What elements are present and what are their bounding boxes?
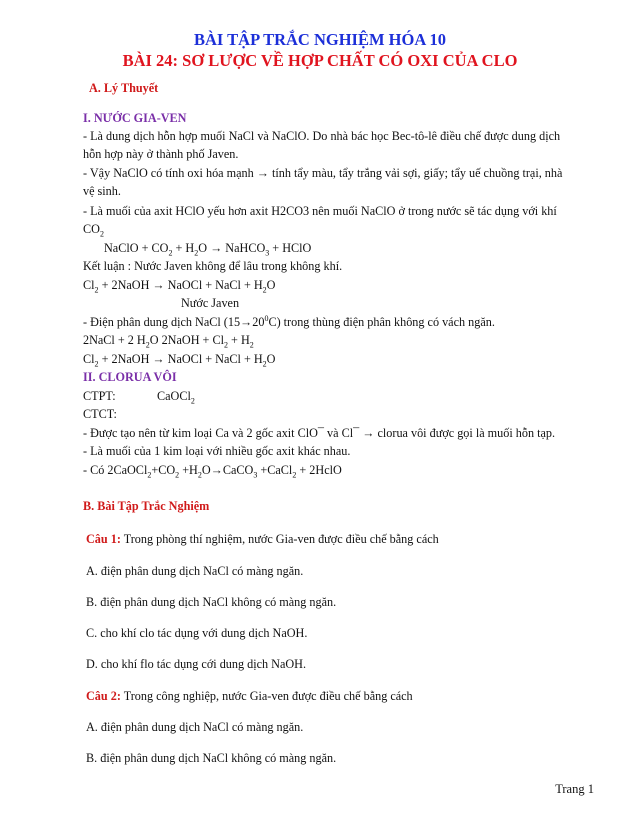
conclusion-text: Kết luận : Nước Javen không để lâu trong không khí. (83, 259, 343, 273)
ctct-label: CTCT: (83, 407, 117, 421)
document-title: BÀI TẬP TRẮC NGHIỆM HÓA 10 (194, 30, 446, 49)
part1-heading: I. NƯỚC GIA-VEN (83, 111, 187, 125)
formula-line: $CO_2$ (83, 222, 104, 239)
option-2b: B. điện phân dung dịch NaCl không có màng ngăn. (86, 751, 337, 765)
electrolysis-text: - Điện phân dung dịch NaCl $(15\to 20^0C)$ trong thùng điện phân không có vách ngăn. (83, 313, 495, 329)
part2-paragraph: - Là muối của 1 kim loại với nhiều gốc axit khác nhau. (83, 444, 351, 458)
lesson-title: BÀI 24: SƠ LƯỢC VỀ HỢP CHẤT CÓ OXI CỦA CLO (122, 51, 518, 70)
option-2a: A. điện phân dung dịch NaCl có màng ngăn. (86, 720, 304, 734)
page-number: Trang 1 (555, 782, 594, 796)
option-1b: B. điện phân dung dịch NaCl không có màng ngăn. (86, 595, 337, 609)
question-2: Câu 2: Trong công nghiệp, nước Gia-ven được điều chế bằng cách (86, 689, 413, 703)
option-1d: D. cho khí flo tác dụng cới dung dịch NaOH. (86, 657, 307, 671)
part1-paragraph: - Vậy NaClO có tính oxi hóa mạnh → tính tẩy màu, tẩy trắng vải sợi, giấy; tẩy uế chuồng trại, nhà (83, 166, 563, 180)
question-label: Câu 2: (86, 689, 121, 703)
formula-line: 2NaCl + 2 $H_2O$ 2NaOH + $Cl_2 + H_2$ (83, 333, 254, 350)
option-1a: A. điện phân dung dịch NaCl có màng ngăn. (86, 564, 304, 578)
part1-paragraph: - Là dung dịch hỗn hợp muối NaCl và NaClO. Do nhà bác học Bec-tô-lê điều chế được dung dịch (83, 129, 561, 143)
question-label: Câu 1: (86, 532, 121, 546)
formula-line: $Cl_2$ + 2NaOH → NaOCl + NaCl + $H_2O$ (83, 352, 276, 369)
question-1: Câu 1: Trong phòng thí nghiệm, nước Gia-ven được điều chế bằng cách (86, 532, 439, 546)
ctpt-formula: CaOCl$_2$ (157, 389, 195, 406)
formula-line: $Cl_2$ + 2NaOH → NaOCl + NaCl + $H_2O$ (83, 278, 276, 295)
part1-paragraph: - Là muối của axit HClO yếu hơn axit H2CO3 nên muối NaClO ở trong nước sẽ tác dụng với khí (83, 204, 557, 218)
formula-line: - Có $2CaOCl_2+CO_2$ $+H_2O\to CaCO_3$ +CaCl$_2$ + 2HclO (83, 463, 342, 480)
part1-paragraph: vệ sinh. (83, 184, 121, 198)
javen-label: Nước Javen (181, 296, 240, 310)
part2-heading: II. CLORUA VÔI (83, 370, 177, 384)
section-b-heading: B. Bài Tập Trắc Nghiệm (83, 499, 210, 513)
ctpt-label: CTPT: (83, 389, 116, 403)
formula-line: NaClO + $CO_2 + H_2O$ → NaHCO$_3$ + HClO (104, 241, 312, 258)
part1-paragraph: hỗn hợp này ở thành phố Javen. (83, 147, 239, 161)
section-a-heading: A. Lý Thuyết (89, 81, 159, 95)
option-1c: C. cho khí clo tác dụng với dung dịch NaOH. (86, 626, 308, 640)
part2-paragraph: - Được tạo nên từ kim loại Ca và 2 gốc axit ClO¯ và Cl¯ → clorua vôi được gọi là muối hỗn tạp. (83, 426, 556, 440)
